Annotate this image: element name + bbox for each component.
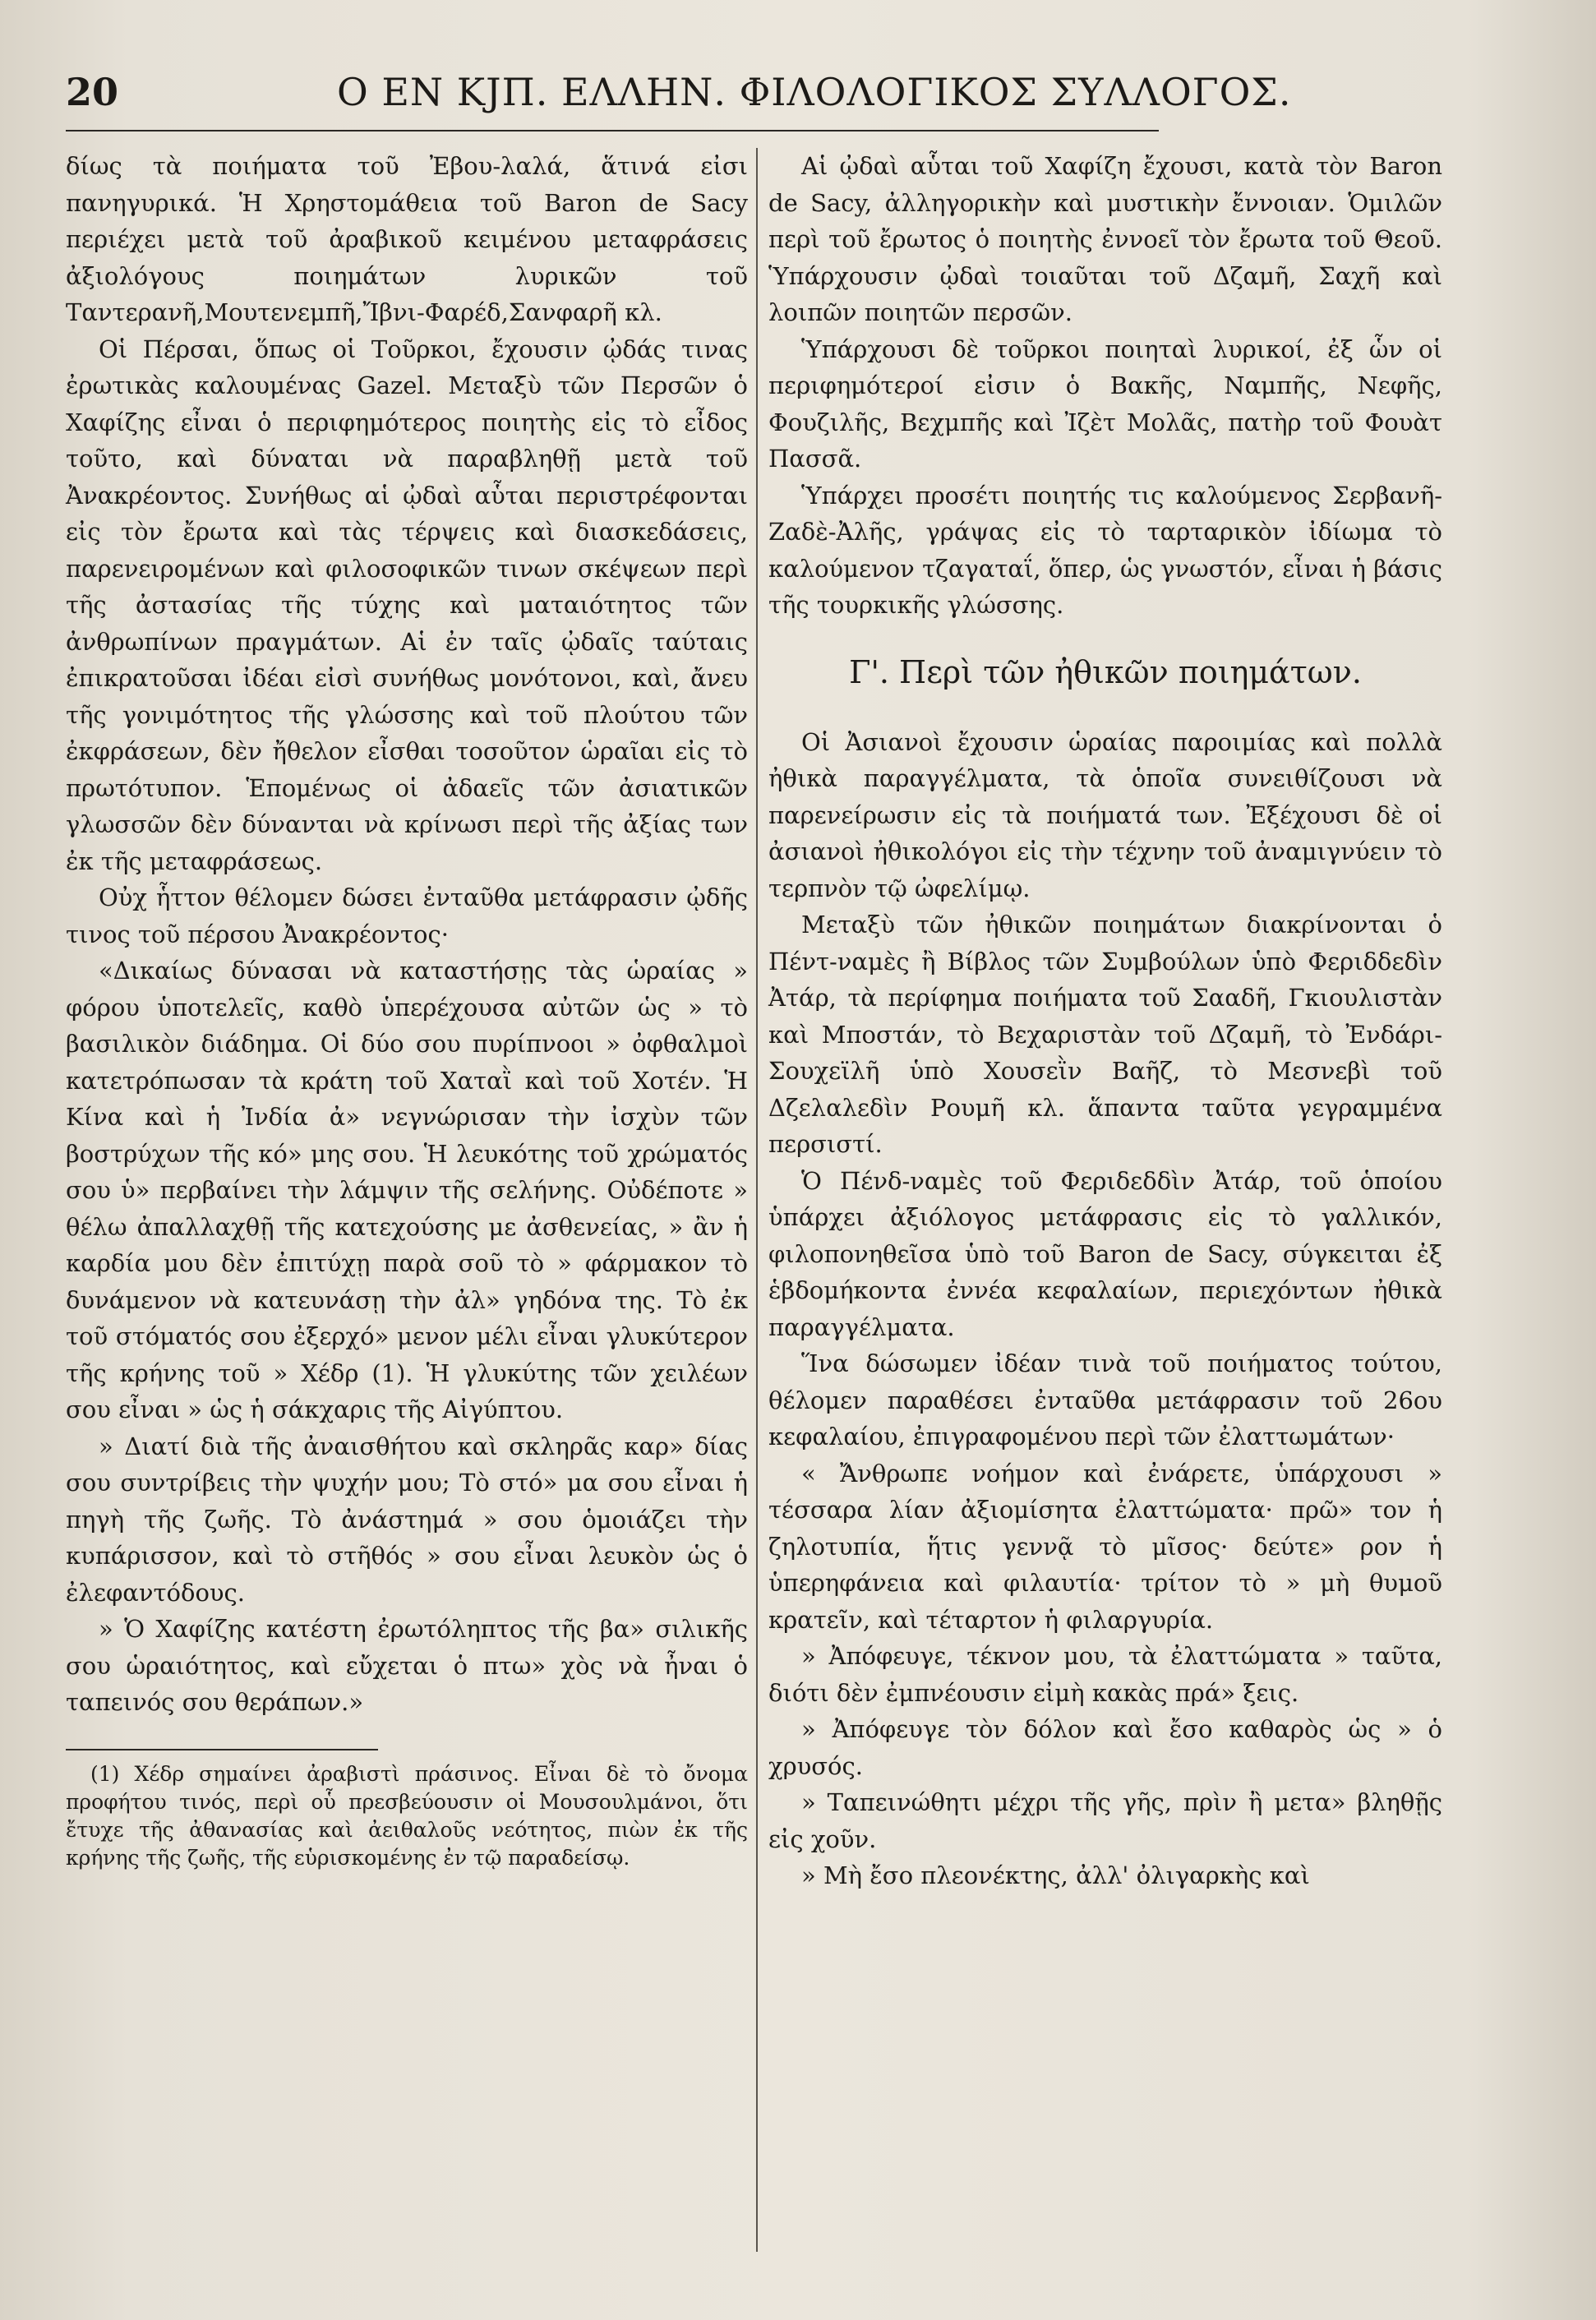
- paragraph: Ὑπάρχουσι δὲ τοῦρκοι ποιηταὶ λυρικοί, ἐξ ὧν οἱ περιφημότεροί εἰσιν ὁ Βακῆς, Ναμπῆς, Νεφῆς, Φουζιλῆς, Βεχμπῆς καὶ Ἰζὲτ Μολᾶς, πατὴρ τοῦ Φουὰτ Πασσᾶ.: [768, 334, 1442, 473]
- running-title: Ο ΕΝ ΚͿΠ. ΕΛΛΗΝ. ΦΙΛΟΛΟΓΙΚΟΣ ΣΥΛΛΟΓΟΣ.: [337, 70, 1292, 114]
- page-header: [66, 70, 1292, 136]
- quote-paragraph: «Δικαίως δύνασαι νὰ καταστήσῃς τὰς ὡραίας » φόρου ὑποτελεῖς, καθὸ ὑπερέχουσα αὐτῶν ὡς » τὸ βασιλικὸν διάδημα. Οἱ δύο σου πυρίπνοοι » ὀφθαλμοὶ κατετρόπωσαν τὰ κράτη τοῦ Χαταῒ καὶ τοῦ Χοτέν. Ἡ Κίνα καὶ ἡ Ἰνδία ἀ» νεγνώρισαν τὴν ἰσχὺν τῶν βοστρύχων τῆς κό» μης σου. Ἡ λευκότης τοῦ χρώματός σου ὑ» περβαίνει τὴν λάμψιν τῆς σελήνης. Οὐδέποτε » θέλω ἀπαλλαχθῇ τῆς κατεχούσης με ἀσθενείας, » ἂν ἡ καρδία μου δὲν ἐπιτύχῃ παρὰ σοῦ τὸ » φάρμακον τὸ δυνάμενον νὰ κατευνάσῃ τὴν ἀλ» γηδόνα της. Τὸ ἐκ τοῦ στόματός σου ἐξερχό» μενον μέλι εἶναι γλυκύτερον τῆς κρήνης τοῦ » Χέδρ (1). Ἡ γλυκύτης τῶν χειλέων σου εἶναι » ὡς ἡ σάκχαρις τῆς Αἰγύπτου.: [66, 957, 748, 1423]
- quote-paragraph: « Ἄνθρωπε νοήμον καὶ ἐνάρετε, ὑπάρχουσι » τέσσαρα λίαν ἀξιομίσητα ἐλαττώματα· πρῶ» τον ἡ ζηλοτυπία, ἥτις γεννᾷ τὸ μῖσος· δεύτε» ρον ἡ ὑπερηφάνεια καὶ φιλαυτία· τρίτον τὸ » μὴ θυμοῦ κρατεῖν, καὶ τέταρτον ἡ φιλαργυρία.: [768, 1459, 1442, 1634]
- paragraph: Ἵνα δώσωμεν ἰδέαν τινὰ τοῦ ποιήματος τούτου, θέλομεν παραθέσει ἐνταῦθα μετάφρασιν τοῦ 26ου κεφαλαίου, ἐπιγραφομένου περὶ τῶν ἐλαττωμάτων·: [768, 1349, 1442, 1451]
- paragraph: Οὐχ ἧττον θέλομεν δώσει ἐνταῦθα μετάφρασιν ᾠδῆς τινος τοῦ πέρσου Ἀνακρέοντος·: [66, 883, 748, 948]
- footnote: (1) Χέδρ σημαίνει ἀραβιστὶ πράσινος. Εἶναι δὲ τὸ ὄνομα προφήτου τινός, περὶ οὗ πρεσβεύουσιν οἱ Μουσουλμάνοι, ὅτι ἔτυχε τῆς ἀθανασίας καὶ ἀειθαλοῦς νεότητος, πιὼν ἐκ τῆς κρήνης τῆς ζωῆς, τῆς εὑρισκομένης ἐν τῷ παραδείσῳ.: [66, 1761, 748, 1870]
- paragraph: Μεταξὺ τῶν ἠθικῶν ποιημάτων διακρίνονται ὁ Πέντ-ναμὲς ἢ Βίβλος τῶν Συμβούλων ὑπὸ Φεριδδεδὶν Ἀτάρ, τὰ περίφημα ποιήματα τοῦ Σααδῆ, Γκιουλιστὰν καὶ Μποστάν, τὸ Βεχαριστὰν τοῦ Δζαμῆ, τὸ Ἐνδάρι-Σουχεϊλῆ ὑπὸ Χουσεῒν Βαῆζ, τὸ Μεσνεβὶ τοῦ Δζελαλεδὶν Ρουμῆ κλ. ἅπαντα ταῦτα γεγραμμένα περσιστί.: [768, 911, 1442, 1158]
- footnote-rule: [66, 1749, 378, 1750]
- paragraph: δίως τὰ ποιήματα τοῦ Ἐβου-λαλά, ἅτινά εἰσι πανηγυρικά. Ἡ Χρηστομάθεια τοῦ Baron de Sacy περιέχει μετὰ τοῦ ἀραβικοῦ κειμένου μεταφράσεις ἀξιολόγους ποιημάτων λυρικῶν τοῦ Ταντερανῆ,Μουτενεμπῆ,Ἴβνι-Φαρέδ,Σανφαρῆ κλ.: [66, 152, 748, 326]
- paragraph: Ὑπάρχει προσέτι ποιητής τις καλούμενος Σερβανῆ-Ζαδὲ-Ἀλῆς, γράψας εἰς τὸ ταρταρικὸν ἰδίωμα τὸ καλούμενον τζαγαταΐ, ὅπερ, ὡς γνωστόν, εἶναι ἡ βάσις τῆς τουρκικῆς γλώσσης.: [768, 481, 1442, 619]
- section-heading: Γ'. Περὶ τῶν ἠθικῶν ποιημάτων.: [849, 653, 1362, 690]
- quote-paragraph: » Διατί διὰ τῆς ἀναισθήτου καὶ σκληρᾶς καρ» δίας σου συντρίβεις τὴν ψυχήν μου; Τὸ στό» μα σου εἶναι ἡ πηγὴ τῆς ζωῆς. Τὸ ἀνάστημά » σου ὁμοιάζει τὴν κυπάρισσον, καὶ τὸ στῆθός » σου εἶναι λευκὸν ὡς ὁ ἐλεφαντόδους.: [66, 1432, 748, 1607]
- paragraph: Αἱ ᾠδαὶ αὗται τοῦ Χαφίζη ἔχουσι, κατὰ τὸν Baron de Sacy, ἀλληγορικὴν καὶ μυστικὴν ἔννοιαν. Ὁμιλῶν περὶ τοῦ ἔρωτος ὁ ποιητὴς ἐννοεῖ τὸν ἔρωτα τοῦ Θεοῦ. Ὑπάρχουσιν ᾠδαὶ τοιαῦται τοῦ Δζαμῆ, Σαχῆ καὶ λοιπῶν ποιητῶν περσῶν.: [768, 152, 1442, 326]
- quote-paragraph: » Ταπεινώθητι μέχρι τῆς γῆς, πρὶν ἢ μετα» βληθῇς εἰς χοῦν.: [768, 1788, 1442, 1853]
- page-number: 20: [66, 70, 119, 114]
- header-rule: [66, 130, 1159, 131]
- right-column: [768, 148, 1442, 1894]
- paragraph: Οἱ Πέρσαι, ὅπως οἱ Τοῦρκοι, ἔχουσιν ᾠδάς τινας ἐρωτικὰς καλουμένας Gazel. Μεταξὺ τῶν Περσῶν ὁ Χαφίζης εἶναι ὁ περιφημότερος ποιητὴς εἰς τὸ εἶδος τοῦτο, καὶ δύναται νὰ παραβληθῇ μετὰ τοῦ Ἀνακρέοντος. Συνήθως αἱ ᾠδαὶ αὗται περιστρέφονται εἰς τὸν ἔρωτα καὶ τὰς τέρψεις καὶ διασκεδάσεις, παρενειρομένων καὶ φιλοσοφικῶν τινων σκέψεων περὶ τῆς ἀστασίας τῆς τύχης καὶ ματαιότητος τῶν ἀνθρωπίνων πραγμάτων. Αἱ ἐν ταῖς ᾠδαῖς ταύταις ἐπικρατοῦσαι ἰδέαι εἰσὶ συνήθως μονότονοι, καὶ, ἄνευ τῆς γονιμότητος τῆς γλώσσης καὶ τοῦ πλούτου τῶν ἐκφράσεων, δὲν ἤθελον εἶσθαι τοσοῦτον ὡραῖαι εἰς τὸ πρωτότυπον. Ἑπομένως οἱ ἀδαεῖς τῶν ἀσιατικῶν γλωσσῶν δὲν δύνανται νὰ κρίνωσι περὶ τῆς ἀξίας των ἐκ τῆς μεταφράσεως.: [66, 334, 748, 875]
- paragraph: Οἱ Ἀσιανοὶ ἔχουσιν ὡραίας παροιμίας καὶ πολλὰ ἠθικὰ παραγγέλματα, τὰ ὁποῖα συνειθίζουσι νὰ παρενείρωσιν εἰς τὰ ποιήματά των. Ἐξέχουσι δὲ οἱ ἀσιανοὶ ἠθικολόγοι εἰς τὴν τέχνην τοῦ ἀναμιγνύειν τὸ τερπνὸν τῷ ὠφελίμῳ.: [768, 727, 1442, 902]
- quote-paragraph: » Ἀπόφευγε, τέκνον μου, τὰ ἐλαττώματα » ταῦτα, διότι δὲν ἐμπνέουσιν εἰμὴ κακὰς πρά» ξεις.: [768, 1642, 1442, 1707]
- quote-paragraph: » Ἀπόφευγε τὸν δόλον καὶ ἔσο καθαρὸς ὡς » ὁ χρυσός.: [768, 1715, 1442, 1780]
- quote-paragraph: » Ὁ Χαφίζης κατέστη ἐρωτόληπτος τῆς βα» σιλικῆς σου ὡραιότητος, καὶ εὔχεται ὁ πτω» χὸς νὰ ἦναι ὁ ταπεινός σου θεράπων.»: [66, 1615, 748, 1716]
- left-column: [66, 148, 748, 1872]
- column-divider: [756, 148, 758, 2252]
- quote-paragraph: » Μὴ ἔσο πλεονέκτης, ἀλλ' ὀλιγαρκὴς καὶ: [801, 1861, 1310, 1889]
- paragraph: Ὁ Πένδ-ναμὲς τοῦ Φεριδεδδὶν Ἀτάρ, τοῦ ὁποίου ὑπάρχει ἀξιόλογος μετάφρασις εἰς τὸ γαλλικόν, φιλοπονηθεῖσα ὑπὸ τοῦ Baron de Sacy, σύγκειται ἐξ ἑβδομήκοντα ἐννέα κεφαλαίων, περιεχόντων ἠθικὰ παραγγέλματα.: [768, 1166, 1442, 1341]
